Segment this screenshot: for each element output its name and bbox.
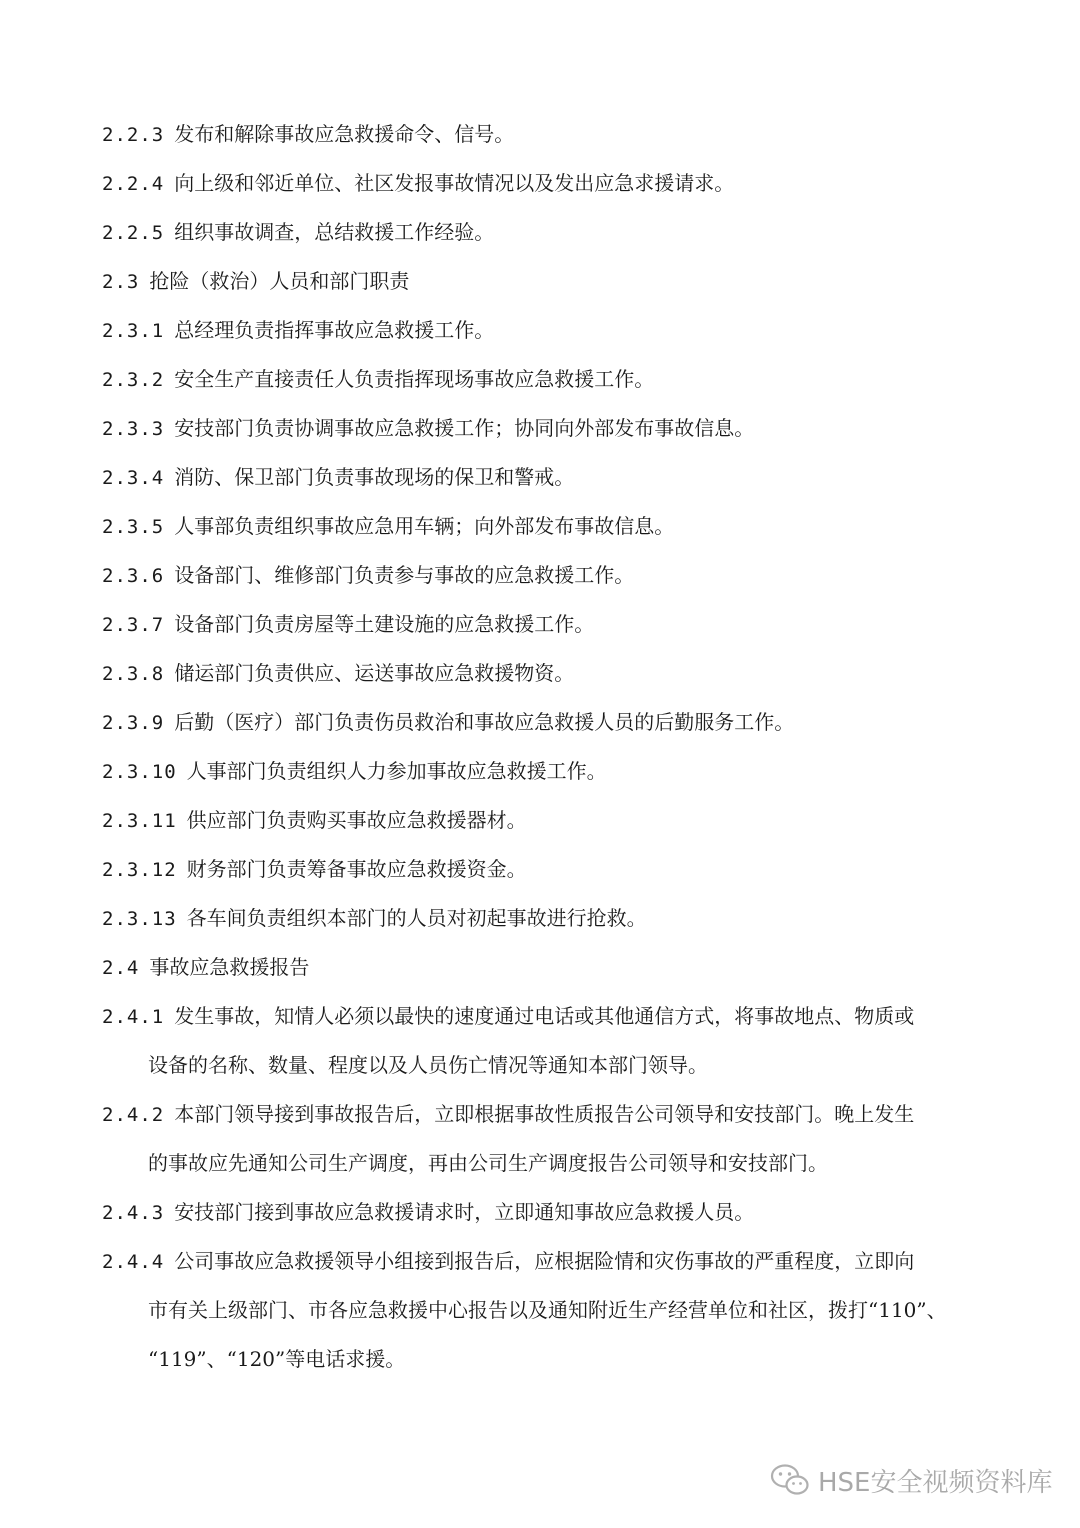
section-number: 2.3.2 [102,369,165,391]
section-number: 2.3.10 [102,761,177,783]
wechat-icon [770,1463,810,1497]
text-line [102,757,1002,786]
section-number: 2.3.8 [102,663,165,685]
text-line [102,1100,1002,1129]
line-text: 本部门领导接到事故报告后，立即根据事故性质报告公司领导和安技部门。晚上发生 [174,1102,915,1126]
text-line [102,463,1002,492]
text-line [102,561,1002,590]
section-number: 2.3.3 [102,418,165,440]
section-number: 2.3.1 [102,320,165,342]
line-text: 安技部门接到事故应急救援请求时，立即通知事故应急救援人员。 [174,1200,755,1224]
text-line [102,414,1002,443]
line-text: 储运部门负责供应、运送事故应急救援物资。 [174,661,575,685]
section-number: 2.4.3 [102,1202,165,1224]
section-number: 2.4 [102,957,140,979]
line-text: 的事故应先通知公司生产调度，再由公司生产调度报告公司领导和安技部门。 [148,1151,828,1175]
section-number: 2.4.1 [102,1006,165,1028]
line-text: 人事部负责组织事故应急用车辆；向外部发布事故信息。 [174,514,675,538]
line-text: 后勤（医疗）部门负责伤员救治和事故应急救援人员的后勤服务工作。 [174,710,795,734]
text-line [102,316,1002,345]
line-text: 市有关上级部门、市各应急救援中心报告以及通知附近生产经营单位和社区，拨打“110”、 [148,1298,947,1322]
text-line [102,708,1002,737]
line-text: 安全生产直接责任人负责指挥现场事故应急救援工作。 [174,367,655,391]
text-line-continued [148,1345,1048,1373]
section-heading [102,267,1002,296]
text-line-continued [148,1149,1048,1177]
line-text: 各车间负责组织本部门的人员对初起事故进行抢救。 [186,906,647,930]
line-text: 向上级和邻近单位、社区发报事故情况以及发出应急求援请求。 [174,171,735,195]
section-heading [102,953,1002,982]
line-text: 公司事故应急救援领导小组接到报告后，应根据险情和灾伤事故的严重程度，立即向 [174,1249,915,1273]
section-number: 2.4.2 [102,1104,165,1126]
section-number: 2.3.5 [102,516,165,538]
section-number: 2.3.11 [102,810,177,832]
section-number: 2.3.13 [102,908,177,930]
section-number: 2.3.12 [102,859,177,881]
text-line [102,1002,1002,1031]
line-text: 安技部门负责协调事故应急救援工作；协同向外部发布事故信息。 [174,416,755,440]
text-line [102,806,1002,835]
line-text: 设备部门、维修部门负责参与事故的应急救援工作。 [174,563,635,587]
text-line [102,218,1002,247]
text-line [102,659,1002,688]
line-text: 消防、保卫部门负责事故现场的保卫和警戒。 [174,465,575,489]
line-text: 发生事故，知情人必须以最快的速度通过电话或其他通信方式，将事故地点、物质或 [174,1004,915,1028]
watermark-text: HSE安全视频资料库 [818,1467,1053,1498]
section-number: 2.3 [102,271,140,293]
line-text: 事故应急救援报告 [149,955,310,979]
section-number: 2.3.6 [102,565,165,587]
section-number: 2.3.4 [102,467,165,489]
text-line [102,1247,1002,1276]
line-text: 发布和解除事故应急救援命令、信号。 [174,122,515,146]
section-number: 2.3.7 [102,614,165,636]
section-number: 2.2.5 [102,222,165,244]
text-line [102,904,1002,933]
line-text: “119”、“120”等电话求援。 [148,1347,406,1371]
section-number: 2.2.4 [102,173,165,195]
section-number: 2.4.4 [102,1251,165,1273]
text-line-continued [148,1296,1048,1324]
text-line [102,610,1002,639]
line-text: 供应部门负责购买事故应急救援器材。 [186,808,527,832]
text-line [102,512,1002,541]
text-line [102,1198,1002,1227]
line-text: 抢险（救治）人员和部门职责 [149,269,410,293]
watermark [770,1460,1052,1500]
line-text: 设备的名称、数量、程度以及人员伤亡情况等通知本部门领导。 [148,1053,708,1077]
text-line [102,169,1002,198]
section-number: 2.2.3 [102,124,165,146]
text-line-continued [148,1051,1048,1079]
line-text: 组织事故调查，总结救援工作经验。 [174,220,495,244]
text-line [102,120,1002,149]
text-line [102,365,1002,394]
line-text: 设备部门负责房屋等土建设施的应急救援工作。 [174,612,595,636]
line-text: 财务部门负责筹备事故应急救援资金。 [186,857,527,881]
section-number: 2.3.9 [102,712,165,734]
line-text: 总经理负责指挥事故应急救援工作。 [174,318,495,342]
text-line [102,855,1002,884]
line-text: 人事部门负责组织人力参加事故应急救援工作。 [186,759,607,783]
